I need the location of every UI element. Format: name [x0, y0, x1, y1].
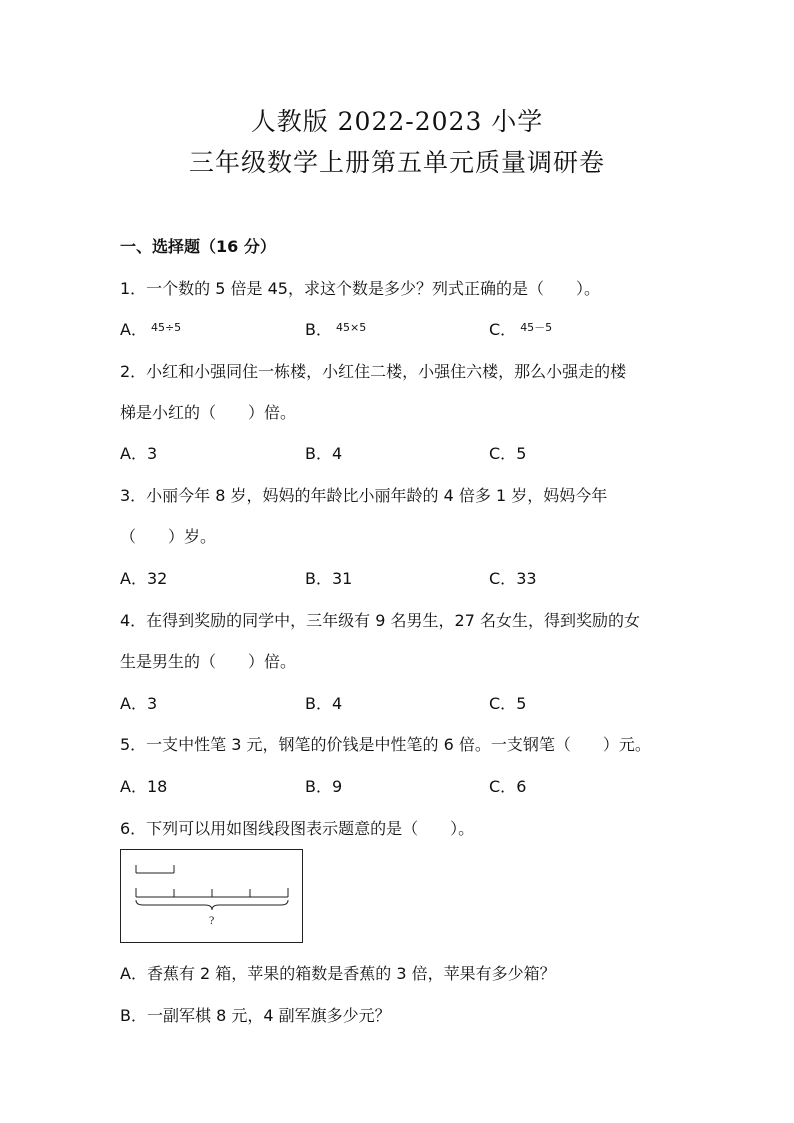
question-2-text-line-1: 2．小红和小强同住一栋楼，小红住二楼，小强住六楼，那么小强走的楼 [120, 362, 627, 381]
option-value: 3 [146, 694, 158, 713]
question-1-text: 1．一个数的 5 倍是 45，求这个数是多少？列式正确的是（ ）。 [120, 279, 600, 298]
question-5-text: 5．一支中性笔 3 元，钢笔的价钱是中性笔的 6 倍。一支钢笔（ ）元。 [120, 735, 651, 754]
brace [136, 900, 288, 910]
option-label: A． [120, 569, 147, 588]
option-label: A． [120, 444, 147, 463]
line-segment-diagram [120, 849, 303, 943]
question-2-text-line-2: 梯是小红的（ ）倍。 [120, 403, 297, 422]
question-5-option-b[interactable] [305, 774, 342, 797]
question-6-option-a[interactable]: A．香蕉有 2 箱，苹果的箱数是香蕉的 3 倍，苹果有多少箱？ [120, 964, 556, 983]
question-3-option-a[interactable] [120, 566, 167, 589]
question-2-option-b[interactable] [305, 441, 342, 464]
question-3-option-c[interactable] [489, 566, 537, 589]
option-label: C． [489, 444, 517, 463]
question-4-option-c[interactable] [489, 691, 526, 714]
option-label: A． [120, 777, 147, 796]
option-label: B． [305, 694, 332, 713]
question-2-option-a[interactable] [120, 441, 157, 464]
option-value: 33 [516, 569, 537, 588]
question-4-text-line-1: 4．在得到奖励的同学中，三年级有 9 名男生，27 名女生，得到奖励的女 [120, 611, 640, 630]
option-value: 3 [146, 444, 158, 463]
question-2-option-c[interactable] [489, 441, 526, 464]
option-label: C． [489, 777, 517, 796]
option-formula: 45×5 [335, 321, 367, 334]
unknown-label: ? [209, 913, 215, 927]
question-3-text-line-2: （ ）岁。 [120, 527, 217, 546]
option-formula: 45－5 [520, 321, 553, 334]
option-label: B． [305, 320, 332, 339]
segment-diagram-svg [121, 850, 304, 944]
question-4-option-a[interactable] [120, 691, 157, 714]
option-label: A． [120, 694, 147, 713]
question-4-text-line-2: 生是男生的（ ）倍。 [120, 652, 297, 671]
option-label: A． [120, 320, 147, 339]
question-5-option-a[interactable] [120, 774, 167, 797]
question-1-option-a[interactable] [120, 317, 181, 340]
option-value: 6 [516, 777, 527, 796]
title-line-2: 三年级数学上册第五单元质量调研卷 [188, 148, 605, 177]
question-1-option-c[interactable] [489, 317, 552, 340]
option-value: 5 [516, 694, 527, 713]
question-5-option-c[interactable] [489, 774, 526, 797]
long-segment [136, 888, 288, 897]
option-label: C． [489, 320, 517, 339]
option-label: C． [489, 569, 517, 588]
option-label: B． [305, 444, 332, 463]
question-1-option-b[interactable] [305, 317, 366, 340]
option-value: 4 [331, 694, 343, 713]
option-value: 32 [146, 569, 168, 588]
question-6-text: 6．下列可以用如图线段图表示题意的是（ ）。 [120, 819, 475, 838]
short-segment [136, 865, 174, 873]
option-formula: 45÷5 [150, 321, 182, 334]
option-label: B． [305, 569, 332, 588]
option-value: 9 [331, 777, 343, 796]
option-value: 5 [516, 444, 527, 463]
option-label: B． [305, 777, 332, 796]
question-4-option-b[interactable] [305, 691, 342, 714]
question-3-option-b[interactable] [305, 566, 352, 589]
section-heading: 一、选择题（16 分） [120, 237, 276, 256]
option-value: 4 [331, 444, 343, 463]
option-value: 31 [331, 569, 353, 588]
question-3-text-line-1: 3．小丽今年 8 岁，妈妈的年龄比小丽年龄的 4 倍多 1 岁，妈妈今年 [120, 486, 608, 505]
title-line-1: 人教版 2022-2023 小学 [250, 107, 544, 136]
option-value: 18 [146, 777, 168, 796]
question-6-option-b[interactable]: B．一副军棋 8 元，4 副军旗多少元？ [120, 1006, 391, 1025]
option-label: C． [489, 694, 517, 713]
